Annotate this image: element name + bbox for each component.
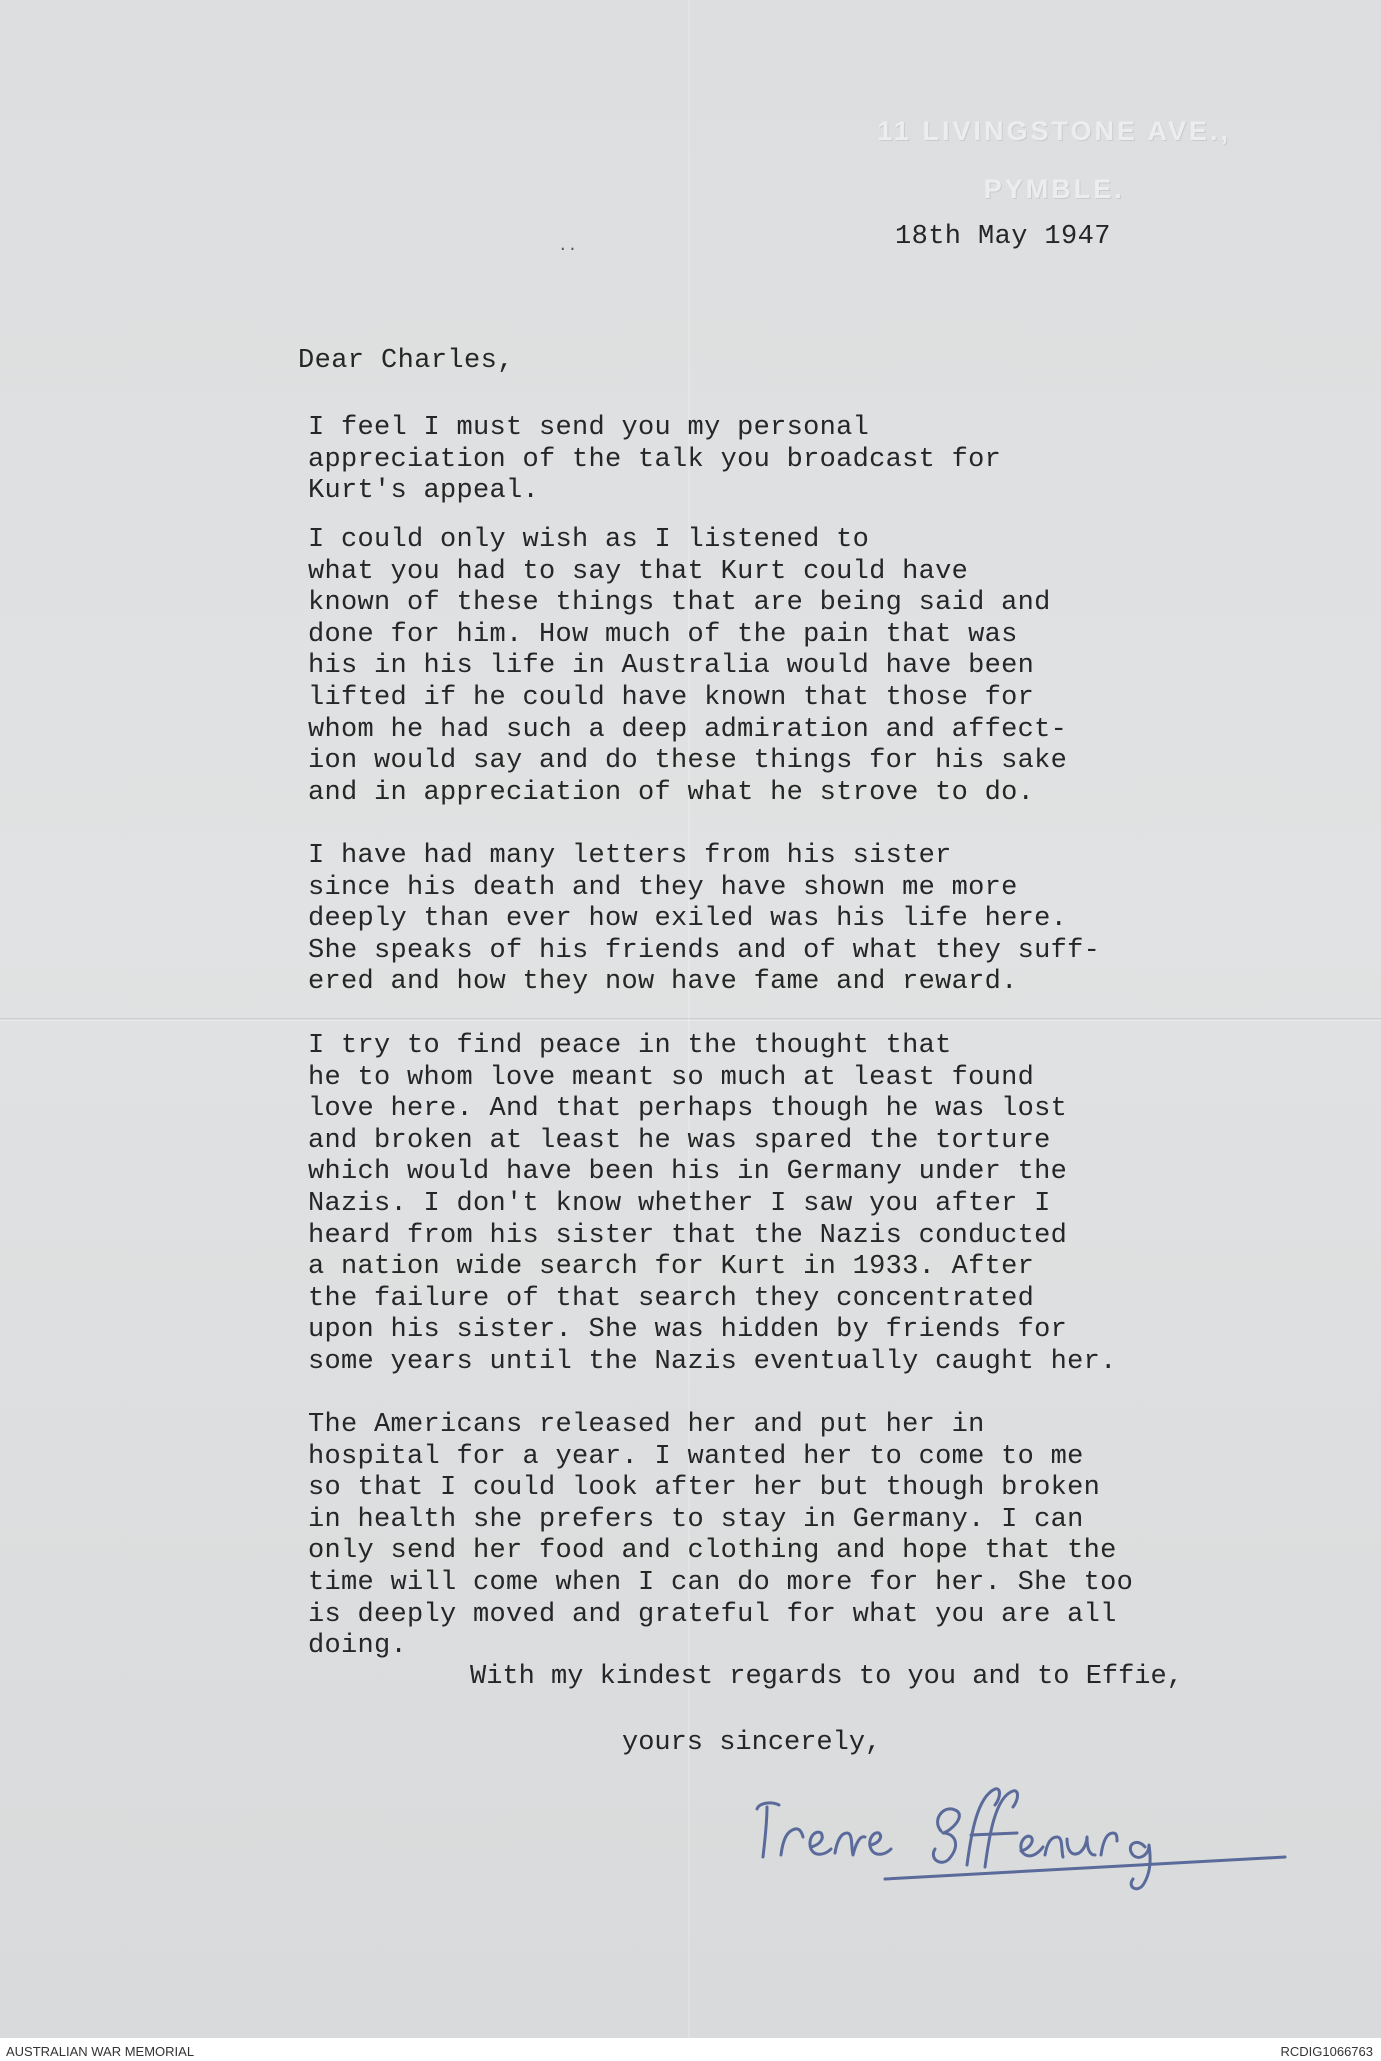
- salutation: Dear Charles,: [298, 346, 514, 376]
- letterhead-address-line2: PYMBLE.: [983, 174, 1125, 204]
- letterhead-address-line1: 11 LIVINGSTONE AVE.,: [877, 116, 1231, 146]
- footer-archive-id: RCDIG1066763: [1280, 2044, 1373, 2059]
- horizontal-fold: [0, 1018, 1381, 1021]
- paragraph-4: I try to find peace in the thought that he to whom love meant so much at least found love here. And that perhaps though he was lost and broken at least he was spared the torture which would have been his in Germany under the Nazis. I don't know whether I saw you after I heard from his sister that the Nazis conducted a nation wide search for Kurt in 1933. After the failure of that search they concentrated upon his sister. She was hidden by friends for some years until the Nazis eventually caught her.: [308, 1031, 1117, 1377]
- typewriter-mark: ··: [558, 240, 578, 258]
- closing-regards: With my kindest regards to you and to Effie,: [470, 1662, 1183, 1692]
- paragraph-2: I could only wish as I listened to what you had to say that Kurt could have known of these things that are being said and done for him. How much of the pain that was his in his life in Australia would have been lifted if he could have known that those for whom he had such a deep admiration and affect- ion would say and do these things for his sake and in appreciation of what he strove to do.: [308, 525, 1068, 808]
- paragraph-1: I feel I must send you my personal appreciation of the talk you broadcast for Kurt's appeal.: [308, 413, 1002, 507]
- handwritten-signature: [745, 1775, 1295, 1895]
- paragraph-5: The Americans released her and put her in hospital for a year. I wanted her to come to me so that I could look after her but though broken in health she prefers to stay in Germany. I can only send her food and clothing and hope that the time will come when I can do more for her. She too is deeply moved and grateful for what you are all doing.: [308, 1410, 1134, 1662]
- letter-date: 18th May 1947: [895, 222, 1111, 252]
- paragraph-3: I have had many letters from his sister since his death and they have shown me more deeply than ever how exiled was his life here. She speaks of his friends and of what they suff- ered and how they now have fame and reward.: [308, 841, 1101, 998]
- closing-line: yours sincerely,: [622, 1728, 882, 1758]
- footer-archive-name: AUSTRALIAN WAR MEMORIAL: [6, 2044, 195, 2059]
- embossed-letterhead: [877, 102, 1231, 218]
